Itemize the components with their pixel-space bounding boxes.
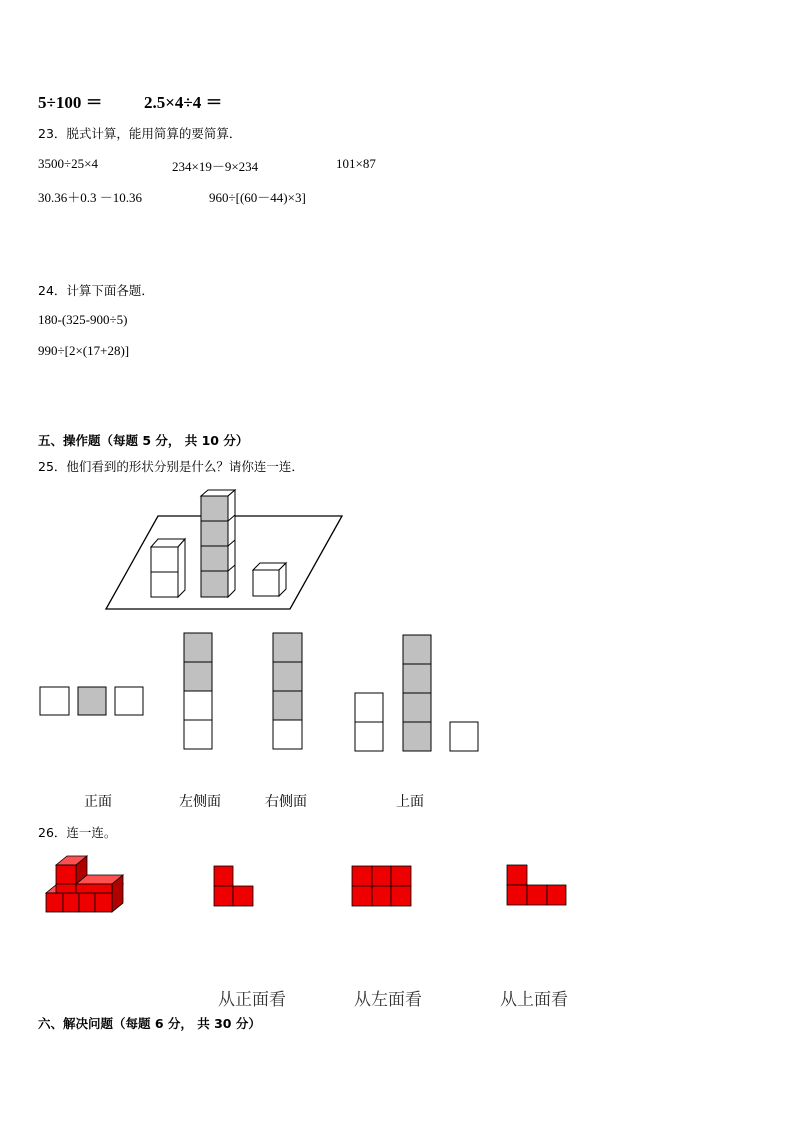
q24-expr-2: 990÷[2×(17+28)]	[38, 343, 130, 358]
view-option-top	[355, 635, 478, 751]
red-l-shape-wide	[507, 865, 566, 905]
q23-expr-1: 3500÷25×4	[38, 156, 98, 171]
section-6-heading: 六、解决问题（每题 6 分， 共 30 分）	[38, 1016, 261, 1031]
middle-cube-stack	[201, 490, 235, 597]
q23-expr-5: 960÷[(60－44)×3]	[209, 190, 306, 205]
label-left-side: 左侧面	[179, 794, 221, 810]
q24-title: 24．计算下面各题．	[38, 283, 154, 298]
label-top: 上面	[396, 794, 424, 810]
expr-5-div-100: 5÷100 ＝	[38, 93, 103, 112]
label-from-left: 从左面看	[354, 990, 422, 1010]
label-right-side: 右侧面	[265, 794, 307, 810]
q24-expr-1: 180-(325-900÷5)	[38, 312, 128, 327]
q25-title: 25．他们看到的形状分别是什么？请你连一连．	[38, 459, 304, 474]
q23-title: 23．脱式计算，能用简算的要简算．	[38, 126, 242, 141]
right-single-cube	[253, 563, 286, 596]
q23-expr-4: 30.36＋0.3 －10.36	[38, 190, 143, 205]
q26-title: 26．连一连。	[38, 825, 117, 840]
label-front: 正面	[84, 794, 112, 810]
view-option-row-of-three	[40, 687, 143, 715]
red-rectangle-2x3	[352, 866, 411, 906]
view-option-right-side	[273, 633, 302, 749]
section-5-heading: 五、操作题（每题 5 分， 共 10 分）	[38, 433, 249, 448]
label-from-top: 从上面看	[500, 990, 568, 1010]
q23-expr-2: 234×19－9×234	[172, 159, 259, 174]
label-from-front: 从正面看	[218, 990, 286, 1010]
red-3d-block-figure	[46, 856, 123, 912]
view-option-left-side	[184, 633, 212, 749]
red-l-shape-small	[214, 866, 253, 906]
left-cube-stack	[151, 539, 185, 597]
q23-expr-3: 101×87	[336, 156, 376, 171]
expr-2-5-mul-4-div-4: 2.5×4÷4 ＝	[144, 93, 223, 112]
